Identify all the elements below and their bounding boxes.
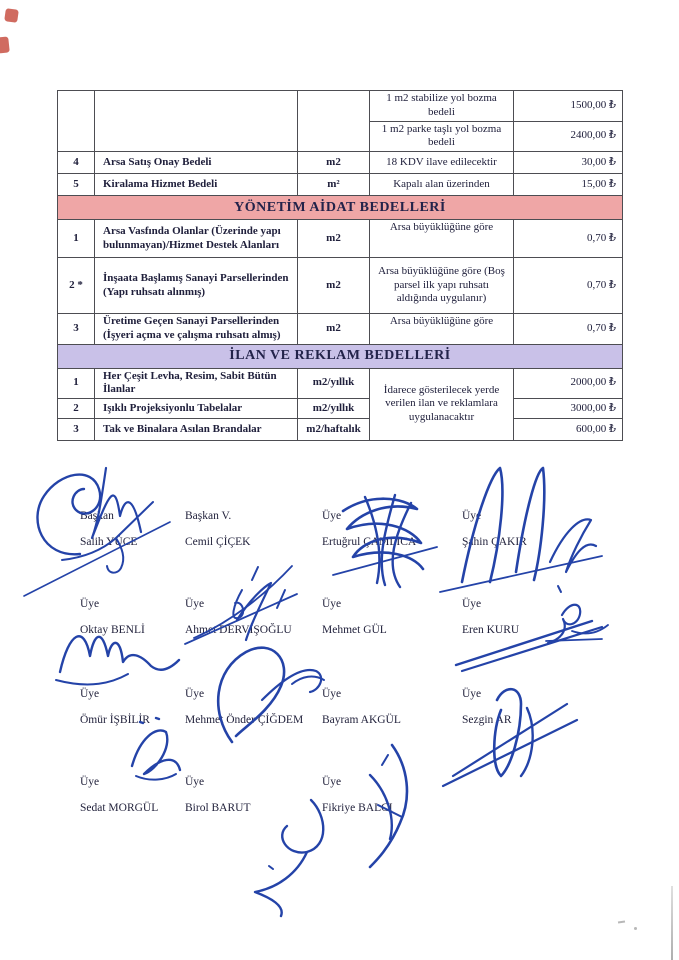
signatory-title: Üye — [80, 776, 100, 788]
fee-schedule-table — [57, 90, 623, 441]
signatory-title: Üye — [322, 688, 342, 700]
red-stamp-mark — [0, 36, 10, 53]
fee-shared-note: İdarece gösterilecek yerde verilen ilan ve reklamlara uygulanacaktır — [370, 368, 514, 441]
fee-desc: İnşaata Başlamış Sanayi Parsellerinden (Yapı ruhsatı alınmış) — [95, 258, 298, 314]
signatory-name: Bayram AKGÜL — [322, 714, 401, 726]
signatory-name: Sezgin AR — [462, 714, 512, 726]
signatory-uye — [322, 776, 462, 814]
signatory-uye — [185, 776, 325, 814]
fee-no: 3 — [58, 314, 95, 345]
table-row — [58, 174, 623, 196]
signatory-name: Fikriye BALCI — [322, 802, 393, 814]
signatory-title: Üye — [322, 510, 342, 522]
signatory-name: Ömür İŞBİLİR — [80, 714, 150, 726]
signatory-uye — [462, 510, 602, 548]
signatory-name: Şahin ÇAKIR — [462, 536, 527, 548]
fee-desc: Işıklı Projeksiyonlu Tabelalar — [95, 399, 298, 419]
fee-note: 1 m2 parke taşlı yol bozma bedeli — [370, 121, 514, 152]
section-title: YÖNETİM AİDAT BEDELLERİ — [58, 196, 623, 220]
table-row — [58, 258, 623, 314]
fee-desc: Tak ve Binalara Asılan Brandalar — [95, 419, 298, 441]
signatory-name: Sedat MORGÜL — [80, 802, 159, 814]
fee-price: 1500,00 ₺ — [514, 91, 623, 122]
table-row — [58, 91, 623, 122]
table-row — [58, 419, 623, 441]
fee-unit: m2/yıllık — [298, 368, 370, 399]
fee-no: 1 — [58, 368, 95, 399]
fee-unit: m2/haftalık — [298, 419, 370, 441]
signatory-baskan-v — [185, 510, 325, 548]
signatory-name: Salih YÜCE — [80, 536, 138, 548]
fee-no: 2 * — [58, 258, 95, 314]
signatory-title: Başkan V. — [185, 510, 232, 522]
signatory-name: Eren KURU — [462, 624, 520, 636]
fee-unit: m2 — [298, 314, 370, 345]
signatory-uye — [322, 510, 462, 548]
fee-note: Arsa büyüklüğüne göre — [370, 314, 514, 345]
signatory-title: Üye — [185, 688, 205, 700]
empty-cell — [95, 91, 298, 152]
signatory-name: Ertuğrul ÇAMLICA — [322, 536, 417, 548]
fee-note: 18 KDV ilave edilecektir — [370, 152, 514, 174]
signatory-uye — [462, 598, 602, 636]
fee-unit: m2/yıllık — [298, 399, 370, 419]
red-stamp-mark — [4, 8, 19, 23]
signatory-title: Üye — [80, 688, 100, 700]
signatory-title: Üye — [462, 688, 482, 700]
signatory-name: Cemil ÇİÇEK — [185, 536, 251, 548]
signatory-uye — [322, 598, 462, 636]
fee-price: 0,70 ₺ — [514, 220, 623, 258]
signatory-title: Üye — [185, 776, 205, 788]
empty-cell — [58, 91, 95, 152]
signatory-title: Üye — [80, 598, 100, 610]
fee-price: 0,70 ₺ — [514, 314, 623, 345]
fee-no: 5 — [58, 174, 95, 196]
signatory-title: Üye — [462, 510, 482, 522]
fee-desc: Üretime Geçen Sanayi Parsellerinden (İşyeri açma ve çalışma ruhsatı almış) — [95, 314, 298, 345]
signatory-uye — [322, 688, 462, 726]
table-row — [58, 399, 623, 419]
scan-speck — [618, 921, 625, 924]
section-header-yonetim — [58, 196, 623, 220]
fee-unit: m2 — [298, 152, 370, 174]
signatory-name: Mehmet Önder ÇİĞDEM — [185, 714, 304, 726]
fee-note: Arsa büyüklüğüne göre (Boş parsel ilk yapı ruhsatı aldığında uygulanır) — [370, 258, 514, 314]
fee-unit: m2 — [298, 220, 370, 258]
fee-note: 1 m2 stabilize yol bozma bedeli — [370, 91, 514, 122]
fee-no: 2 — [58, 399, 95, 419]
signatory-uye — [462, 688, 602, 726]
fee-price: 3000,00 ₺ — [514, 399, 623, 419]
scan-speck — [634, 927, 637, 930]
signatory-title: Üye — [185, 598, 205, 610]
fee-note: Kapalı alan üzerinden — [370, 174, 514, 196]
scan-edge-line — [671, 886, 673, 960]
fee-price: 600,00 ₺ — [514, 419, 623, 441]
table-row — [58, 314, 623, 345]
fee-unit: m2 — [298, 258, 370, 314]
signatory-title: Üye — [322, 776, 342, 788]
signatory-title: Üye — [322, 598, 342, 610]
fee-price: 30,00 ₺ — [514, 152, 623, 174]
fee-no: 4 — [58, 152, 95, 174]
signatory-title: Üye — [462, 598, 482, 610]
fee-price: 15,00 ₺ — [514, 174, 623, 196]
table-row — [58, 220, 623, 258]
fee-price: 2400,00 ₺ — [514, 121, 623, 152]
fee-desc: Arsa Vasfında Olanlar (Üzerinde yapı bulunmayan)/Hizmet Destek Alanları — [95, 220, 298, 258]
signatory-uye — [185, 598, 325, 636]
empty-cell — [298, 91, 370, 152]
section-header-ilan — [58, 344, 623, 368]
signatory-title: Başkan — [80, 510, 114, 522]
fee-price: 0,70 ₺ — [514, 258, 623, 314]
signatory-name: Birol BARUT — [185, 802, 251, 814]
fee-no: 1 — [58, 220, 95, 258]
fee-no: 3 — [58, 419, 95, 441]
signatory-uye — [185, 688, 325, 726]
section-title: İLAN VE REKLAM BEDELLERİ — [58, 344, 623, 368]
signatory-name: Ahmet DERVİŞOĞLU — [185, 624, 292, 636]
table-row — [58, 368, 623, 399]
fee-desc: Kiralama Hizmet Bedeli — [95, 174, 298, 196]
signatory-name: Oktay BENLİ — [80, 624, 145, 636]
fee-price: 2000,00 ₺ — [514, 368, 623, 399]
table-row — [58, 152, 623, 174]
fee-note: Arsa büyüklüğüne göre — [370, 220, 514, 258]
fee-desc: Her Çeşit Levha, Resim, Sabit Bütün İlanlar — [95, 368, 298, 399]
fee-desc: Arsa Satış Onay Bedeli — [95, 152, 298, 174]
fee-unit: m² — [298, 174, 370, 196]
signatory-name: Mehmet GÜL — [322, 624, 387, 636]
